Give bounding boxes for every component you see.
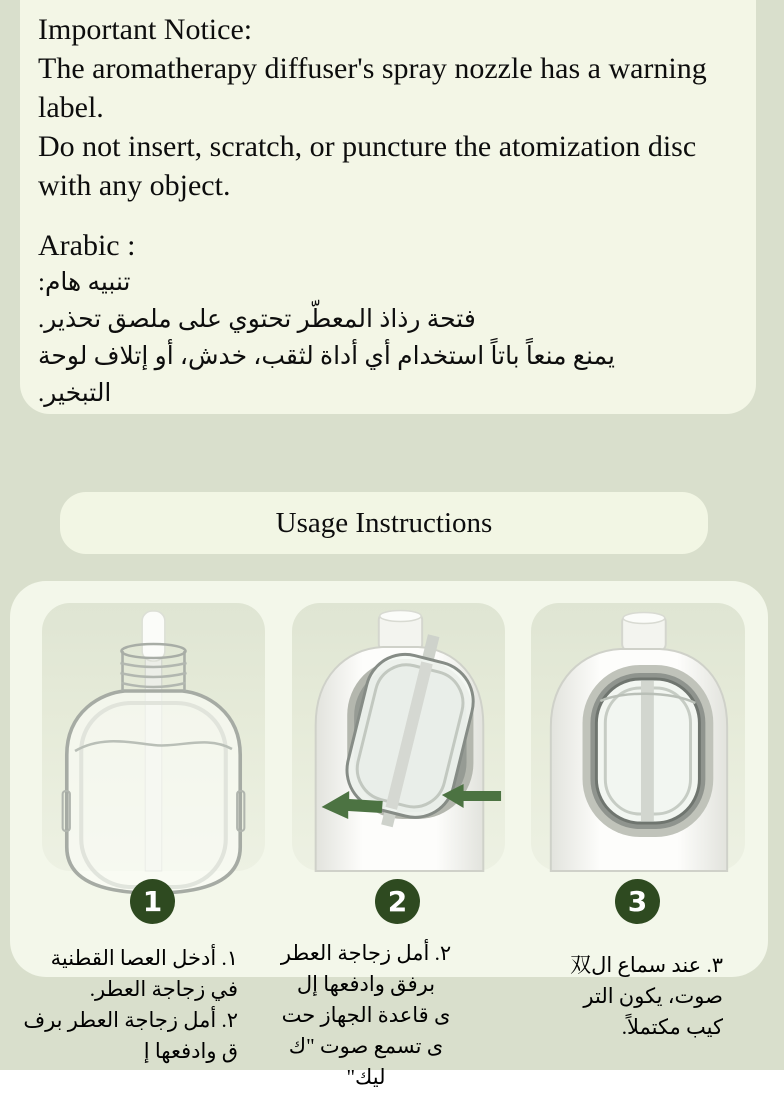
caption-line: صوت، يكون التر	[583, 984, 723, 1008]
caption-line: ٢. أمل زجاجة العطر	[280, 941, 452, 965]
step-2-caption	[272, 938, 460, 1093]
caption-line: كيب مكتملاً.	[621, 1015, 723, 1039]
step-3-card	[531, 603, 745, 871]
section-title: Usage Instructions	[275, 506, 493, 539]
notice-arabic-text	[38, 264, 738, 412]
nozzle-rim	[623, 613, 665, 624]
notice-line: label.	[38, 91, 104, 124]
step-3-caption	[545, 950, 723, 1043]
notice-line: with any object.	[38, 169, 231, 202]
notice-arabic-line: التبخير.	[38, 380, 112, 407]
step-1-badge: 1	[130, 879, 175, 924]
caption-line: ليك"	[346, 1065, 386, 1089]
important-notice-card	[20, 0, 756, 414]
cotton-stick	[142, 611, 165, 661]
glass-bottle-illustration	[42, 603, 265, 871]
notice-title: Important Notice:	[38, 13, 253, 46]
arabic-label: Arabic :	[38, 229, 136, 262]
notice-arabic-line: تنبيه هام:	[38, 269, 131, 296]
notice-arabic-line: يمنع منعاً باتاً استخدام أي أداة لثقب، خدش، أو إتلاف لوحة	[38, 343, 616, 370]
caption-line: ق وادفعها إ	[143, 1039, 238, 1063]
step-2-card	[292, 603, 505, 871]
usage-instructions-banner	[60, 492, 708, 554]
diffuser-complete-illustration	[531, 603, 745, 871]
caption-line: ٣. عند سماع ال双	[570, 953, 723, 977]
straw	[641, 681, 654, 821]
step-1-caption	[20, 943, 238, 1067]
caption-line: برفق وادفعها إل	[296, 972, 436, 996]
diffuser-insert-illustration	[292, 603, 505, 871]
nozzle-rim	[380, 611, 421, 622]
step-3-badge: 3	[615, 879, 660, 924]
caption-line: ى تسمع صوت "ك	[288, 1034, 444, 1058]
notice-arabic-line: فتحة رذاذ المعطّر تحتوي على ملصق تحذير.	[38, 306, 476, 333]
step-2-badge: 2	[375, 879, 420, 924]
caption-line: ى قاعدة الجهاز حت	[281, 1003, 451, 1027]
notice-line: The aromatherapy diffuser's spray nozzle has a warning	[38, 52, 707, 85]
notice-english-text	[38, 10, 750, 205]
caption-line: ٢. أمل زجاجة العطر برف	[23, 1008, 238, 1032]
notice-line: Do not insert, scratch, or puncture the atomization disc	[38, 130, 697, 163]
caption-line: في زجاجة العطر.	[89, 977, 238, 1001]
step-1-card	[42, 603, 265, 871]
caption-line: ١. أدخل العصا القطنية	[50, 946, 238, 970]
